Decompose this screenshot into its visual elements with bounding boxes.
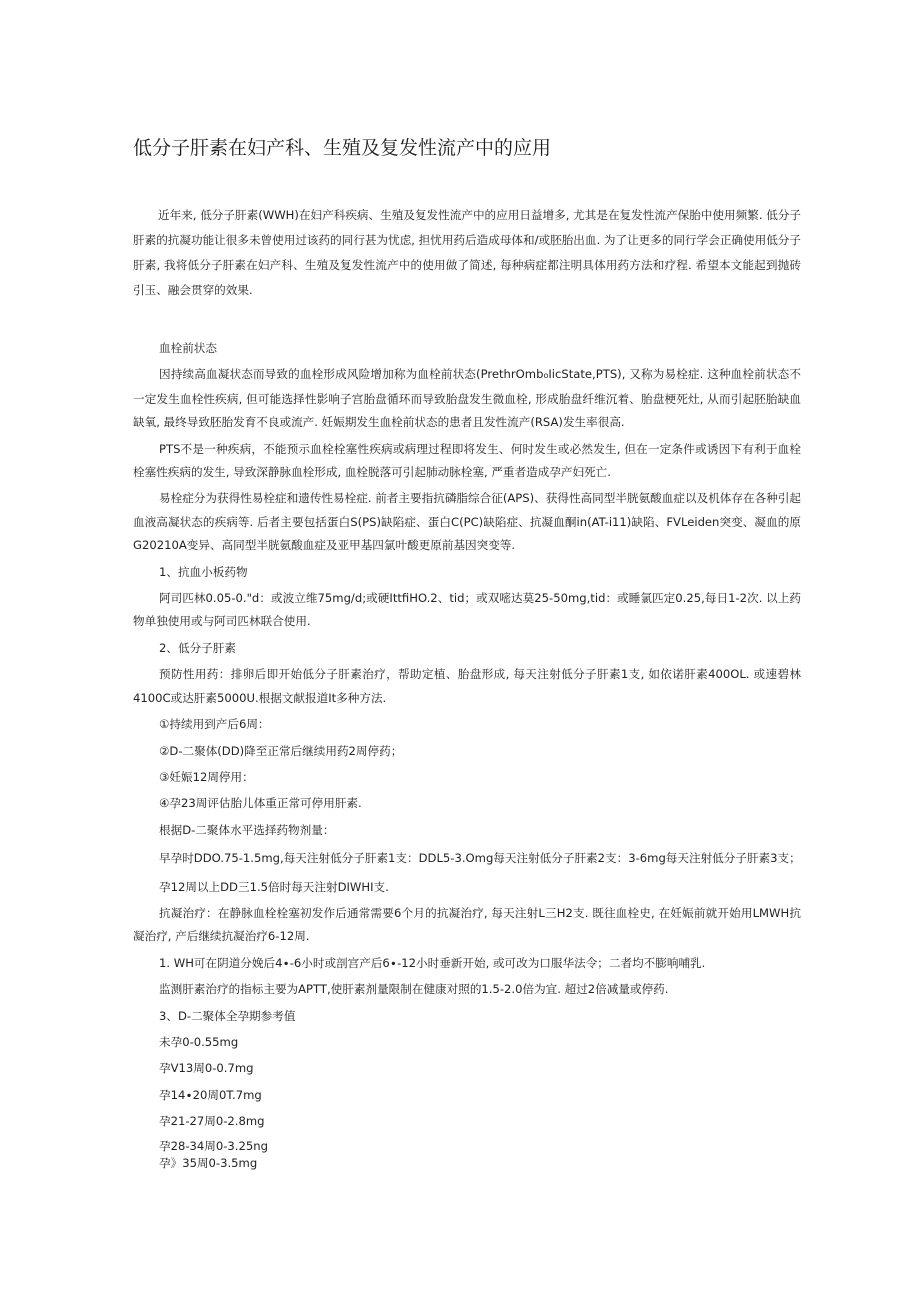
paragraph-preventive-use: 预防性用药：排卵后即开始低分子肝素治疗，帮助定植、胎盘形成, 每天注射低分子肝素1支, 如依诺肝素400OL. 或速碧林4100C或达肝素5000U.根据文献报道It多种方法. (133, 667, 801, 705)
reference-value-item: 孕V13周0-0.7mg (159, 1061, 254, 1076)
paragraph-monitoring: 监测肝素治疗的指标主要为APTT,使肝素剂量限制在健康对照的1.5-2.0倍为宜. 超过2倍减量或停药. (159, 982, 669, 997)
section-heading-lmwh: 2、低分子肝素 (159, 640, 236, 655)
reference-value-item: 孕28-34周0-3.25ng (159, 1138, 268, 1153)
reference-value-item: 未孕0-0.55mg (159, 1034, 239, 1049)
paragraph-pts-not-disease: PTS不是一种疾病，不能预示血栓栓塞性疾病或病理过程即将发生、何时发生或必然发生, 但在一定条件或诱因下有利于血栓栓塞性疾病的发生, 导致深静脉血栓形成, 血栓脱落可引起肺动脉栓塞, 严重者造成孕产妇死亡. (133, 441, 801, 480)
section-heading-ddimer-reference: 3、D-二聚体全孕期参考值 (159, 1008, 296, 1023)
intro-paragraph: 近年来, 低分子肝素(WWH)在妇产科疾病、生殖及复发性流产中的应用日益增多, 尤其是在复发性流产保胎中使用频繁. 低分子肝素的抗凝功能让很多未曾使用过该药的同行甚为忧虑, 担忧用药后造成母体和/或胚胎出血. 为了让更多的同行学会正确使用低分子肝素, 我将低分子肝素在妇产科、生殖及复发性流产中的使用做了简述, 每种病症都注明具体用药方法和疗程. 希望本文能起到抛砖引玉、融会贯穿的效果. (133, 208, 801, 297)
document-title: 低分子肝素在妇产科、生殖及复发性流产中的应用 (133, 137, 552, 159)
reference-value-item: 孕》35周0-3.5mg (159, 1155, 258, 1170)
section-heading-antiplatelet: 1、抗血小板药物 (159, 564, 248, 579)
paragraph-early-pregnancy-dose: 早孕时DDO.75-1.5mg,每天注射低分子肝素1支：DDL5-3.Omg每天注射低分子肝素2支：3-6mg每天注射低分子肝素3支； (159, 851, 801, 866)
paragraph-after-12-weeks: 孕12周以上DD三1.5倍时每天注射DIWHI支. (159, 879, 389, 894)
reference-value-item: 孕14∙20周0T.7mg (159, 1087, 262, 1102)
list-item: ④孕23周评估胎儿体重正常可停用肝素. (159, 796, 362, 811)
document-body (133, 337, 801, 1172)
pts-text-b: IicState,PTS), 又称为易栓症. 这种血栓前状态不一定发生血栓性疾病, 但可能选择性影响子宫胎盘循环而导致胎盘发生微血栓, 形成胎盘纤维沉着、胎盘梗死灶, 从而引起胚胎缺血缺氧, 最终导致胚胎发育不良或流产. 妊娠期发生血栓前状态的患者且发性流产(RSA)发生率很高. (133, 367, 801, 430)
paragraph-antiplatelet-drugs: 阿司匹林0.05-0."d：或波立维75mg∕d;或硬IttfiHO.2、tid；或双嘧达莫25-50mg,tid：或睡氯匹定0.25,每日1-2次. 以上药物单独使用或与阿司匹林联合使用. (133, 591, 801, 629)
dd-dose-heading: 根据D-二聚体水平选择药物剂量： (159, 822, 335, 837)
pts-text-sub: o (543, 371, 549, 381)
pts-text-a: 因持续高血凝状态而导致的血栓形成风险增加称为血栓前状态(PrethrOmb (159, 367, 544, 382)
paragraph-pts-definition (133, 363, 801, 434)
list-item: ①持续用到产后6周： (159, 717, 270, 732)
paragraph-postpartum-note: 1. WH可在阴道分娩后4∙-6小时或剖宫产后6∙-12小时垂新开始, 或可改为口服华法令；二者均不膨响哺乳. (159, 955, 706, 970)
paragraph-anticoagulation: 抗凝治疗：在静脉血栓栓塞初发作后通常需要6个月的抗凝治疗, 每天注射L三H2支. 既往血栓史, 在妊娠前就开始用LMWH抗凝治疗, 产后继续抗凝治疗6-12周. (133, 905, 801, 944)
list-item: ③妊娠12周停用： (159, 769, 254, 784)
section-heading-prethrombotic: 血栓前状态 (159, 341, 217, 355)
reference-value-item: 孕21-27周0-2.8mg (159, 1114, 265, 1129)
paragraph-thrombophilia-types: 易栓症分为获得性易栓症和遗传性易栓症. 前者主要指抗磷脂综合征(APS)、获得性高同型半胱氨酸血症以及机体存在各种引起血液高凝状态的疾病等. 后者主要包括蛋白S(PS)缺陷症、蛋白C(PC)缺陷症、抗凝血酮in(AT-i11)缺陷、FVLeiden突变、凝血的原G20210A变异、高同型半胱氨酸血症及亚甲基四氯叶酸更原前基因突变等. (133, 491, 801, 553)
list-item: ②D-二聚体(DD)降至正常后继续用药2周停药； (159, 743, 403, 758)
